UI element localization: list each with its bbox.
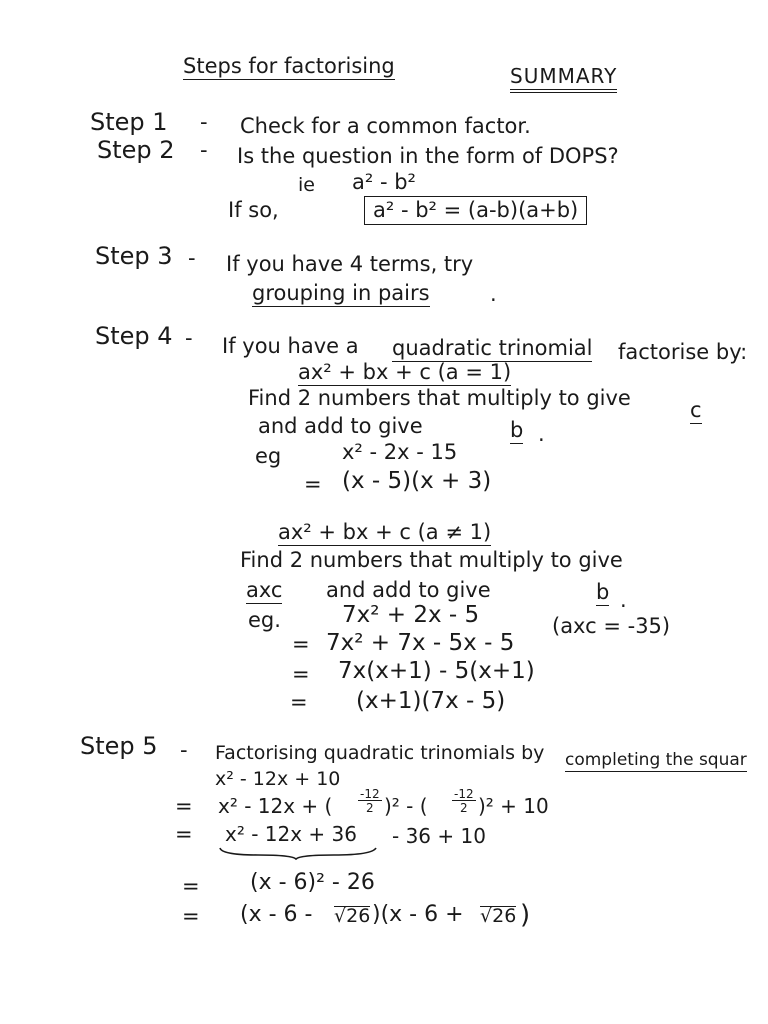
step5-intro-a: Factorising quadratic trinomials by	[215, 742, 545, 764]
step5-line1-c: )² + 10	[478, 794, 549, 818]
step5-sqrt-1: √26	[334, 905, 371, 927]
case1-eg: eg	[255, 444, 282, 468]
step4-label: Step 4	[95, 322, 173, 350]
case2-example: 7x² + 2x - 5	[342, 602, 480, 628]
step5-intro-completing: completing the squar	[565, 750, 747, 770]
case1-result: (x - 5)(x + 3)	[342, 468, 492, 494]
step5-line1-b: )² - (	[384, 794, 428, 818]
case1-eq: =	[304, 472, 322, 496]
step2-dash: -	[200, 138, 208, 162]
step1-dash: -	[200, 110, 208, 134]
page-title: Steps for factorising	[183, 54, 395, 78]
step4-intro-c: factorise by:	[618, 340, 748, 364]
step3-dash: -	[188, 246, 196, 270]
step5-dash: -	[180, 738, 188, 762]
step2-ie: ie	[298, 174, 315, 196]
case2-step3: (x+1)(7x - 5)	[356, 688, 506, 714]
case1-line2-b: b	[510, 418, 524, 442]
step5-eq-4: =	[182, 904, 200, 928]
frac2-denominator: 2	[459, 801, 468, 815]
step5-eq-1: =	[175, 794, 193, 818]
step4-intro-a: If you have a	[222, 334, 359, 358]
case1-line2-dot: .	[538, 422, 545, 446]
underbrace	[218, 846, 378, 860]
case2-note: (axc = -35)	[552, 614, 671, 638]
case1-form: ax² + bx + c (a = 1)	[298, 360, 512, 384]
step5-line4-a: (x - 6 -	[240, 902, 313, 927]
case2-line1: Find 2 numbers that multiply to give	[240, 548, 623, 572]
step5-eq-2: =	[175, 822, 193, 846]
dops-formula-box: a² - b² = (a-b)(a+b)	[364, 196, 587, 225]
step2-text: Is the question in the form of DOPS?	[237, 144, 619, 168]
step5-line3: (x - 6)² - 26	[250, 870, 375, 895]
frac2-numerator: -12	[454, 787, 474, 801]
step1-text: Check for a common factor.	[240, 114, 531, 138]
case2-eg: eg.	[248, 608, 281, 632]
step5-frac1	[358, 788, 382, 814]
case1-line1-c: c	[690, 398, 702, 422]
summary-heading: SUMMARY	[510, 66, 617, 93]
step5-sqrt-2: √26	[480, 905, 517, 927]
case1-line2-a: and add to give	[258, 414, 423, 438]
case2-line2-b: and add to give	[326, 578, 491, 602]
case2-axc: axc	[246, 578, 283, 602]
case2-step2: 7x(x+1) - 5(x+1)	[338, 658, 535, 684]
case2-form: ax² + bx + c (a ≠ 1)	[278, 520, 492, 544]
step2-ifso: If so,	[228, 198, 279, 222]
step3-dot: .	[490, 282, 497, 306]
step3-text: If you have 4 terms, try	[226, 252, 474, 276]
case2-eq-2: =	[292, 662, 310, 686]
step5-eq-3: =	[182, 874, 200, 898]
step3-label: Step 3	[95, 242, 173, 270]
frac1-numerator: -12	[360, 787, 380, 801]
frac1-denominator: 2	[365, 801, 374, 815]
step2-ie-expr: a² - b²	[352, 170, 416, 194]
step5-line2-b: - 36 + 10	[392, 824, 486, 848]
step2-label: Step 2	[97, 136, 175, 164]
case2-line2-dot: .	[620, 588, 627, 612]
step4-intro-quadratic: quadratic trinomial	[392, 336, 593, 360]
step5-frac2	[452, 788, 476, 814]
step4-dash: -	[185, 326, 193, 350]
case1-example: x² - 2x - 15	[342, 440, 458, 464]
step5-line4-c: )	[520, 900, 531, 930]
step5-line2-a: x² - 12x + 36	[225, 822, 357, 846]
case2-line2-b-var: b	[596, 580, 610, 604]
step5-line1-a: x² - 12x + (	[218, 794, 333, 818]
step1-label: Step 1	[90, 108, 168, 136]
case1-line1-a: Find 2 numbers that multiply to give	[248, 386, 631, 410]
step5-example: x² - 12x + 10	[215, 768, 341, 790]
step3-grouping-text: grouping in pairs	[252, 281, 430, 305]
step5-label: Step 5	[80, 732, 158, 760]
case2-eq-1: =	[292, 632, 310, 656]
step5-line4-b: )(x - 6 +	[372, 902, 464, 927]
case2-step1: 7x² + 7x - 5x - 5	[326, 630, 515, 656]
case2-eq-3: =	[290, 690, 308, 714]
